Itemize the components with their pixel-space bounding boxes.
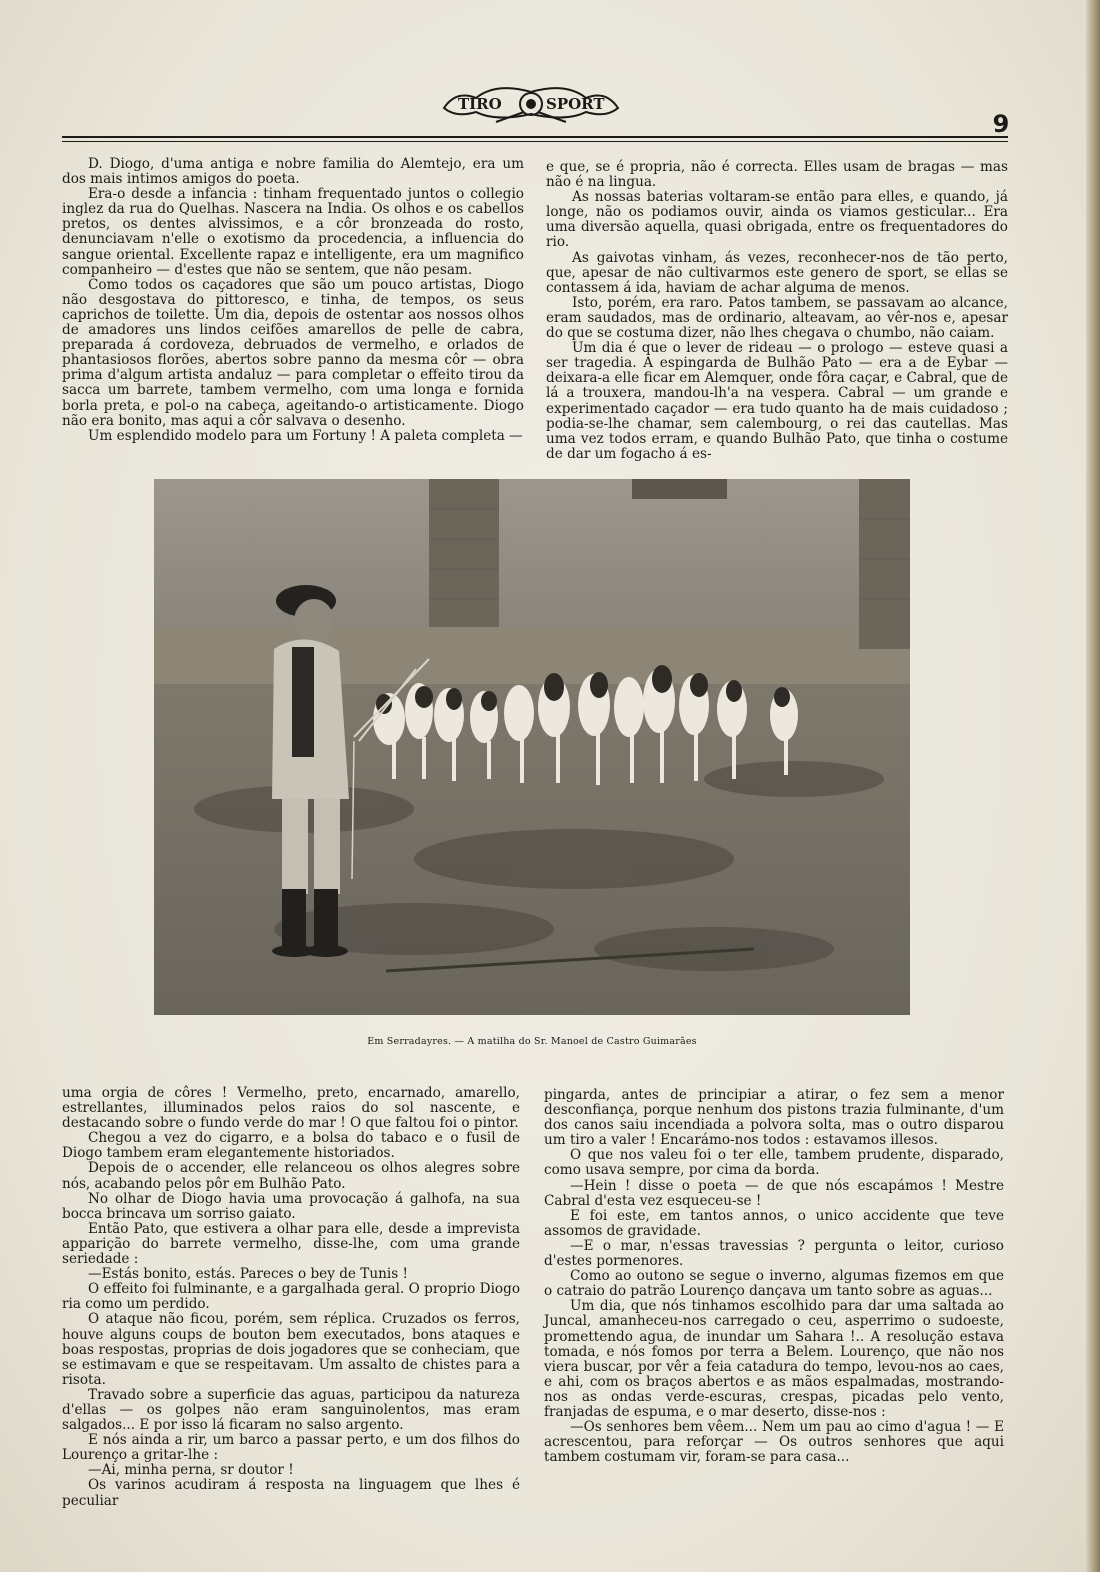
- paragraph: As nossas baterias voltaram-se então para elles, e quando, já longe, não os podiamos ouvir, ainda os viamos gesticular... Era uma diversão aquella, quasi obrigada, entre os frequentadores do rio.: [546, 189, 1008, 251]
- paragraph: —E o mar, n'essas travessias ? pergunta o leitor, curioso d'estes pormenores.: [544, 1237, 1004, 1270]
- paragraph: Isto, porém, era raro. Patos tambem, se passavam ao alcance, eram saudados, mas de ordinario, alteavam, ao vêr-nos e, apesar do que se costuma dizer, não lhes chegava o chumbo, não caiam.: [546, 294, 1008, 342]
- svg-text:TIRO: TIRO: [458, 95, 502, 113]
- page-edge-shadow: [1086, 0, 1100, 1572]
- paragraph: D. Diogo, d'uma antiga e nobre familia do Alemtejo, era um dos mais intimos amigos do poeta.: [62, 156, 524, 188]
- paragraph: As gaivotas vinham, ás vezes, reconhecer-nos de tão perto, que, apesar de não cultivarmos este genero de sport, se ellas se contassem á ida, haviam de achar alguma de menos.: [546, 249, 1008, 296]
- photo-caption: Em Serradayres. — A matilha do Sr. Manoel de Castro Guimarães: [367, 1036, 697, 1047]
- paragraph: —Os senhores bem vêem... Nem um pau ao cimo d'agua ! — E acrescentou, para reforçar — Os outros senhores que aqui tambem costumam vir, foram-se para casa...: [544, 1419, 1004, 1466]
- paragraph: Os varinos acudiram á resposta na linguagem que lhes é peculiar: [62, 1477, 520, 1509]
- paragraph: Como todos os caçadores que são um pouco artistas, Diogo não desgostava do pittoresco, e tinha, de tempos, os seus caprichos de toilette. Um dia, depois de ostentar aos nossos olhos de amadores uns lindos ceifões amarellos de pelle de cabra, preparada á cordoveza, debruados de vermelho, e orlados de phantasiosos florões, abertos sobre panno da mesma côr — obra prima d'algum artista andaluz — para completar o effeito tirou da sacca um barrete, tambem vermelho, com uma longa e fornida borla preta, e pol-o na cabeça, ageitando-o artisticamente. Diogo não era bonito, mas aqui a côr salvava o desenho.: [62, 276, 524, 429]
- paragraph: Depois de o accender, elle relanceou os olhos alegres sobre nós, acabando pelos pôr em Bulhão Pato.: [62, 1160, 520, 1192]
- paragraph: —Hein ! disse o poeta — de que nós escapámos ! Mestre Cabral d'esta vez esqueceu-se !: [544, 1177, 1004, 1209]
- article-column-top-right: [546, 159, 1008, 462]
- paragraph: O ataque não ficou, porém, sem réplica. Cruzados os ferros, houve alguns coups de bouton bem executados, bons ataques e boas respostas, proprias de dois jogadores que se conheciam, que se estimavam e que se respeitavam. Um assalto de chistes para a risota.: [62, 1311, 520, 1388]
- paragraph: Um esplendido modelo para um Fortuny ! A paleta completa —: [88, 427, 523, 444]
- paragraph: Chegou a vez do cigarro, e a bolsa do tabaco e o fusil de Diogo tambem eram elegantemente historiados.: [62, 1130, 520, 1162]
- paragraph: uma orgia de côres ! Vermelho, preto, encarnado, amarello, estrellantes, illuminados pelos raios do sol nascente, e destacando sobre o fundo verde do mar ! O que faltou foi o pintor.: [62, 1085, 520, 1132]
- header-rule: [62, 136, 1008, 138]
- paragraph: Era-o desde a infancia : tinham frequentado juntos o collegio inglez da rua do Quelhas. Nascera na India. Os olhos e os cabellos pretos, os dentes alvissimos, e a côr bronzeada do rosto, denunciavam n'elle o exotismo da procedencia, a influencia do sangue oriental. Excellente rapaz e intelligente, era um magnifico companheiro — d'estes que não se sentem, que não pesam.: [62, 186, 524, 278]
- page-number: 9: [992, 110, 1010, 138]
- paragraph: O que nos valeu foi o ter elle, tambem prudente, disparado, como usava sempre, por cima da borda.: [544, 1147, 1004, 1179]
- paragraph: O effeito foi fulminante, e a gargalhada geral. O proprio Diogo ria como um perdido.: [62, 1281, 520, 1313]
- paragraph: Como ao outono se segue o inverno, algumas fizemos em que o catraio do patrão Lourenço dançava um tanto sobre as aguas...: [544, 1268, 1004, 1300]
- article-column-top-left: [62, 156, 524, 444]
- paragraph: E foi este, em tantos annos, o unico accidente que teve assomos de gravidade.: [544, 1207, 1004, 1239]
- article-column-bottom-right: [544, 1087, 1004, 1466]
- paragraph: Um dia é que o lever de rideau — o prologo — esteve quasi a ser tragedia. A espingarda de Bulhão Pato — era a de Eybar — deixara-a elle ficar em Alemquer, onde fôra caçar, e Cabral, que de lá a trouxera, mandou-lh'a na vespera. Cabral — um grande e experimentado caçador — era tudo quanto ha de mais cuidadoso ; podia-se-lhe chamar, sem calembourg, o rei das cautellas. Mas uma vez todos erram, e quando Bulhão Pato, que tinha o costume de dar um fogacho á es-: [546, 340, 1008, 462]
- paragraph: Então Pato, que estivera a olhar para elle, desde a imprevista apparição do barrete vermelho, disse-lhe, com uma grande seriedade :: [62, 1220, 520, 1268]
- hunting-dogs-photo: [154, 479, 910, 1015]
- header-rule-thin: [62, 141, 1008, 142]
- paragraph: Um dia, que nós tinhamos escolhido para dar uma saltada ao Juncal, amanheceu-nos carregado o ceu, asperrimo o sudoeste, promettendo agua, de inundar um Sahara !.. A resolução estava tomada, e nós fomos por terra a Belem. Lourenço, que não nos viera buscar, por vêr a feia catadura do tempo, levou-nos ao caes, e ahi, com os braços abertos e as mãos espalmadas, mostrando-nos as ondas verde-escuras, crespas, picadas pelo vento, franjadas de espuma, e o mar deserto, disse-nos :: [544, 1298, 1004, 1420]
- paragraph: Travado sobre a superficie das aguas, participou da natureza d'ellas — os golpes não eram sanguinolentos, mas eram salgados... E por isso lá ficaram no salso argento.: [62, 1386, 520, 1434]
- article-column-bottom-left: [62, 1085, 520, 1509]
- svg-text:SPORT: SPORT: [546, 95, 605, 113]
- paragraph: —Estás bonito, estás. Pareces o bey de Tunis !: [88, 1266, 408, 1283]
- masthead-logo: [436, 78, 626, 126]
- paragraph: —Ai, minha perna, sr doutor !: [88, 1462, 294, 1479]
- paragraph: No olhar de Diogo havia uma provocação á galhofa, na sua bocca brincava um sorriso gaiato.: [62, 1190, 520, 1222]
- paragraph: pingarda, antes de principiar a atirar, o fez sem a menor desconfiança, porque nenhum dos pistons trazia fulminante, d'um dos canos saiu incendiada a polvora solta, mas o outro disparou um tiro a valer ! Encarámo-nos todos : estavamos illesos.: [544, 1087, 1004, 1149]
- paragraph: E nós ainda a rir, um barco a passar perto, e um dos filhos do Lourenço a gritar-lhe :: [62, 1432, 520, 1464]
- paragraph: e que, se é propria, não é correcta. Elles usam de bragas — mas não é na lingua.: [546, 159, 1008, 191]
